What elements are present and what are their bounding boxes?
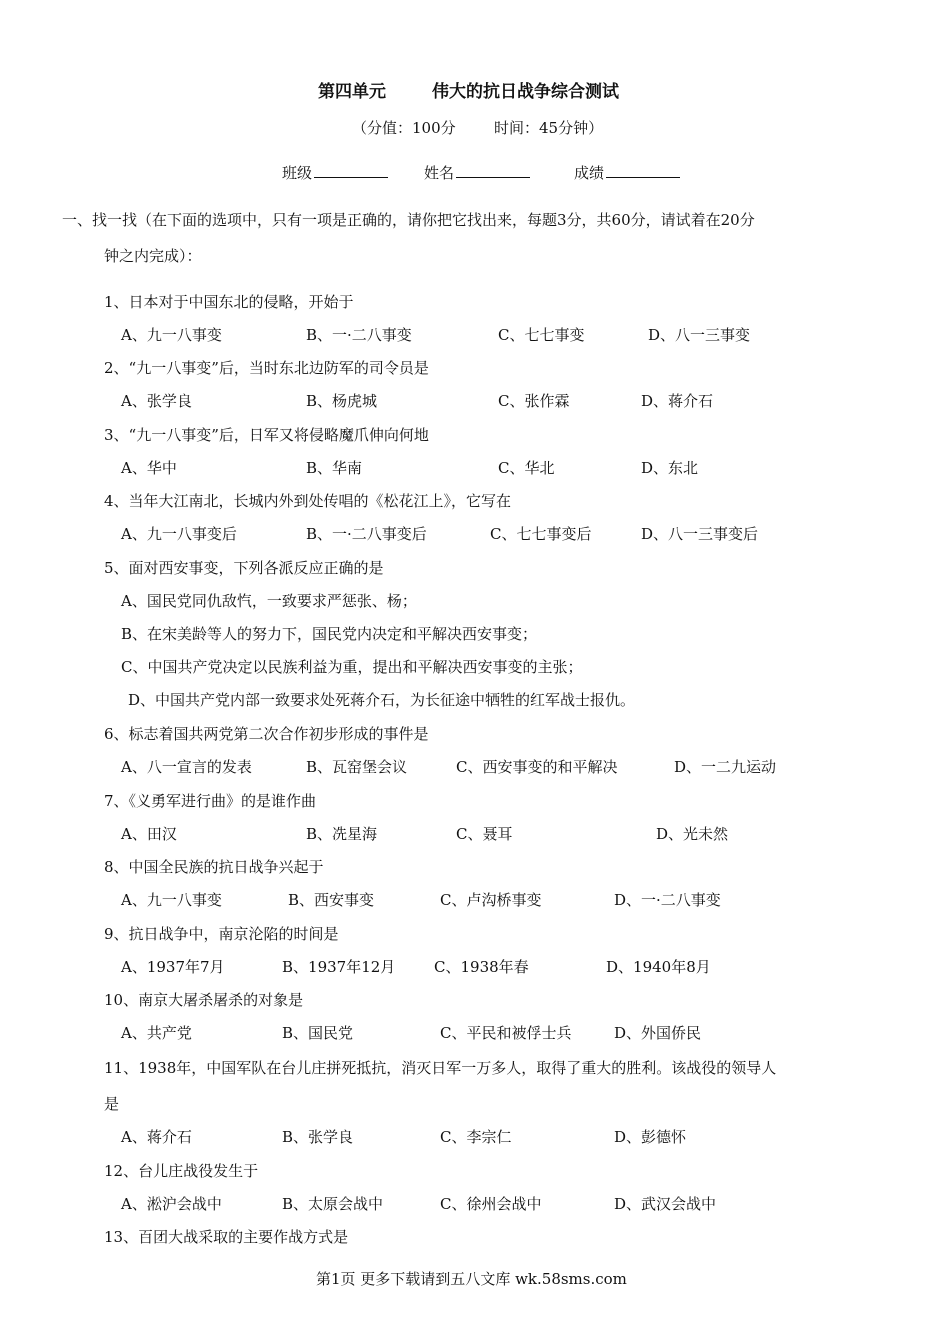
option-a: A、九一八事变后 [121, 525, 237, 543]
question-stem: 7、《义勇军进行曲》的是谁作曲 [104, 792, 317, 810]
class-field [282, 163, 388, 183]
option-b: B、一·二八事变后 [306, 525, 427, 543]
option-d: D、一·二八事变 [614, 891, 721, 909]
option-a: A、国民党同仇敌忾，一致要求严惩张、杨； [121, 592, 417, 610]
subtitle-score: （分值：100分 [352, 119, 456, 137]
option-c: C、华北 [498, 459, 555, 477]
section-instruction: 一、找一找（在下面的选项中，只有一项是正确的，请你把它找出来，每题3分，共60分，请试着在20分 [62, 211, 755, 229]
option-d: D、蒋介石 [641, 392, 714, 410]
question-stem: 4、当年大江南北，长城内外到处传唱的《松花江上》，它写在 [104, 492, 512, 510]
grade-label: 成绩 [574, 164, 605, 182]
option-b: B、张学良 [282, 1128, 354, 1146]
question-stem: 8、中国全民族的抗日战争兴起于 [104, 858, 324, 876]
option-a: A、共产党 [121, 1024, 192, 1042]
page-title-unit: 第四单元 [318, 82, 386, 102]
name-label: 姓名 [424, 164, 455, 182]
option-c: C、西安事变的和平解决 [456, 758, 618, 776]
option-c: C、卢沟桥事变 [440, 891, 542, 909]
section-instruction-cont: 钟之内完成）： [104, 247, 202, 265]
option-d: D、1940年8月 [606, 958, 711, 976]
question-stem: 11、1938年，中国军队在台儿庄拼死抵抗，消灭日军一万多人，取得了重大的胜利。该战役的领导人 [104, 1059, 777, 1077]
option-c: C、聂耳 [456, 825, 513, 843]
grade-field [574, 163, 680, 183]
option-b: B、在宋美龄等人的努力下，国民党内决定和平解决西安事变； [121, 625, 538, 643]
option-a: A、九一八事变 [121, 891, 222, 909]
option-a: A、张学良 [121, 392, 192, 410]
option-a: A、淞沪会战中 [121, 1195, 222, 1213]
question-stem: 1、日本对于中国东北的侵略，开始于 [104, 293, 354, 311]
option-d: D、光未然 [656, 825, 729, 843]
question-stem: 12、台儿庄战役发生于 [104, 1162, 259, 1180]
question-stem: 9、抗日战争中，南京沦陷的时间是 [104, 925, 339, 943]
option-d: D、武汉会战中 [614, 1195, 717, 1213]
option-b: B、瓦窑堡会议 [306, 758, 408, 776]
option-c: C、张作霖 [498, 392, 570, 410]
option-a: A、1937年7月 [121, 958, 225, 976]
question-stem: 13、百团大战采取的主要作战方式是 [104, 1228, 349, 1246]
question-stem: 2、“九一八事变”后，当时东北边防军的司令员是 [104, 359, 429, 377]
option-c: C、七七事变后 [490, 525, 592, 543]
name-field [424, 163, 530, 183]
option-c: C、平民和被俘士兵 [440, 1024, 572, 1042]
option-b: B、1937年12月 [282, 958, 396, 976]
question-stem: 6、标志着国共两党第二次合作初步形成的事件是 [104, 725, 429, 743]
question-stem: 3、“九一八事变”后，日军又将侵略魔爪伸向何地 [104, 426, 429, 444]
option-b: B、华南 [306, 459, 363, 477]
subtitle-time: 时间：45分钟） [494, 119, 604, 137]
option-d: D、东北 [641, 459, 699, 477]
question-stem-cont: 是 [104, 1095, 120, 1113]
option-b: B、太原会战中 [282, 1195, 384, 1213]
option-a: A、八一宣言的发表 [121, 758, 252, 776]
class-label: 班级 [282, 164, 313, 182]
class-blank[interactable] [314, 163, 388, 178]
option-a: A、九一八事变 [121, 326, 222, 344]
page-title: 伟大的抗日战争综合测试 [432, 82, 619, 102]
option-d: D、八一三事变后 [641, 525, 759, 543]
option-d: D、中国共产党内部一致要求处死蒋介石，为长征途中牺牲的红军战士报仇。 [128, 691, 636, 709]
option-c: C、中国共产党决定以民族利益为重，提出和平解决西安事变的主张； [121, 658, 583, 676]
option-c: C、李宗仁 [440, 1128, 512, 1146]
option-b: B、杨虎城 [306, 392, 378, 410]
name-blank[interactable] [456, 163, 530, 178]
option-c: C、1938年春 [434, 958, 529, 976]
grade-blank[interactable] [606, 163, 680, 178]
option-d: D、八一三事变 [648, 326, 751, 344]
option-a: A、田汉 [121, 825, 177, 843]
option-d: D、彭德怀 [614, 1128, 687, 1146]
option-c: C、徐州会战中 [440, 1195, 542, 1213]
option-d: D、一二九运动 [674, 758, 777, 776]
option-b: B、西安事变 [288, 891, 375, 909]
question-stem: 10、南京大屠杀屠杀的对象是 [104, 991, 304, 1009]
option-d: D、外国侨民 [614, 1024, 702, 1042]
option-c: C、七七事变 [498, 326, 585, 344]
option-a: A、华中 [121, 459, 177, 477]
page-footer: 第1页 更多下载请到五八文库 wk.58sms.com [316, 1270, 627, 1288]
option-b: B、国民党 [282, 1024, 354, 1042]
option-a: A、蒋介石 [121, 1128, 192, 1146]
option-b: B、冼星海 [306, 825, 378, 843]
option-b: B、一·二八事变 [306, 326, 412, 344]
question-stem: 5、面对西安事变，下列各派反应正确的是 [104, 559, 384, 577]
